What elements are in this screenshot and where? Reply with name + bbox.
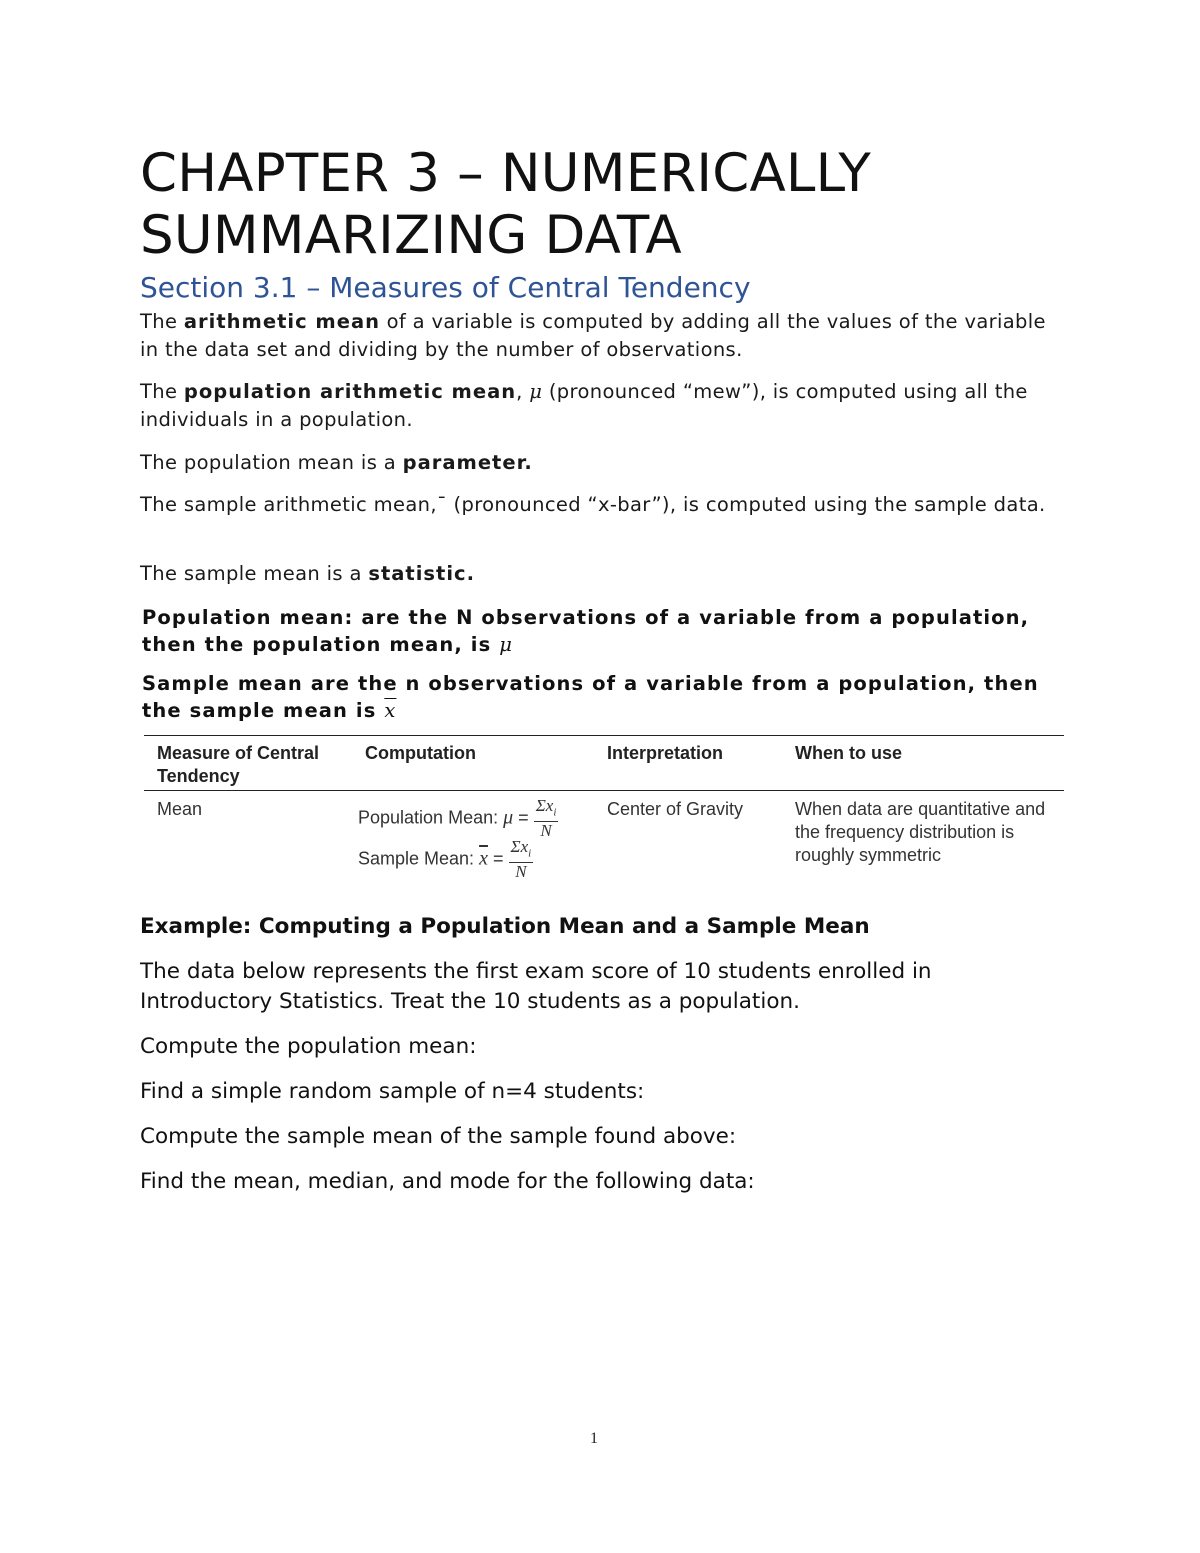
- definition-population-mean: Population mean: are the N observations of a variable from a population, then the population mean, is μ: [142, 606, 1030, 656]
- question-random-sample: Find a simple random sample of n=4 students:: [140, 1079, 645, 1104]
- paragraph-population-mean: The population arithmetic mean, μ (pronounced “mew”), is computed using all the individuals in a population.: [140, 380, 1028, 431]
- population-mean-fraction: $\frac{\Sigma x_i}{N}$: [535, 796, 557, 841]
- paragraph-statistic: The sample mean is a statistic.: [140, 562, 476, 585]
- header-computation: Computation: [365, 743, 476, 763]
- header-when-to-use: When to use: [795, 743, 902, 763]
- mu-symbol: μ: [529, 380, 543, 403]
- example-heading: Example: Computing a Population Mean and a Sample Mean: [140, 914, 870, 939]
- x-bar-symbol: $\overline{x}$: [384, 699, 397, 722]
- cell-mean: Mean: [157, 799, 203, 819]
- section-heading: Section 3.1 – Measures of Central Tendency: [140, 271, 751, 304]
- paragraph-parameter: The population mean is a parameter.: [140, 451, 533, 474]
- question-population-mean: Compute the population mean:: [140, 1034, 477, 1059]
- example-intro: The data below represents the first exam score of 10 students enrolled in Introductory Statistics. Treat the 10 students as a population.: [140, 959, 932, 1014]
- question-mean-median-mode: Find the mean, median, and mode for the following data:: [140, 1169, 755, 1194]
- chapter-title: CHAPTER 3 – NUMERICALLY SUMMARIZING DATA: [140, 143, 871, 266]
- population-mean-formula: Population Mean: μ = $\frac{\Sigma x_i}{N}$: [358, 796, 557, 841]
- cell-when-to-use: When data are quantitative and the frequency distribution is roughly symmetric: [795, 799, 1046, 865]
- table-header-rule: [144, 790, 1064, 791]
- table-top-rule: [144, 735, 1064, 736]
- header-measure: Measure of Central Tendency: [157, 743, 320, 786]
- mu-symbol: μ: [499, 633, 513, 656]
- paragraph-arithmetic-mean: The arithmetic mean of a variable is computed by adding all the values of the variable in the data set and dividing by the number of observations.: [140, 310, 1046, 361]
- page-number: 1: [590, 1430, 598, 1447]
- sample-mean-fraction: $\frac{\Sigma x_i}{N}$: [510, 837, 532, 882]
- question-sample-mean: Compute the sample mean of the sample found above:: [140, 1124, 737, 1149]
- paragraph-sample-mean: The sample arithmetic mean,¯ (pronounced “x-bar”), is computed using the sample data.: [140, 493, 1046, 516]
- definition-sample-mean: Sample mean are the n observations of a variable from a population, then the sample mean is $\overline{x}$: [142, 672, 1039, 722]
- header-interpretation: Interpretation: [607, 743, 724, 763]
- cell-center-of-gravity: Center of Gravity: [607, 799, 744, 819]
- sample-mean-formula: Sample Mean: $\overline{x}$ = $\frac{\Sigma x_i}{N}$: [358, 837, 532, 882]
